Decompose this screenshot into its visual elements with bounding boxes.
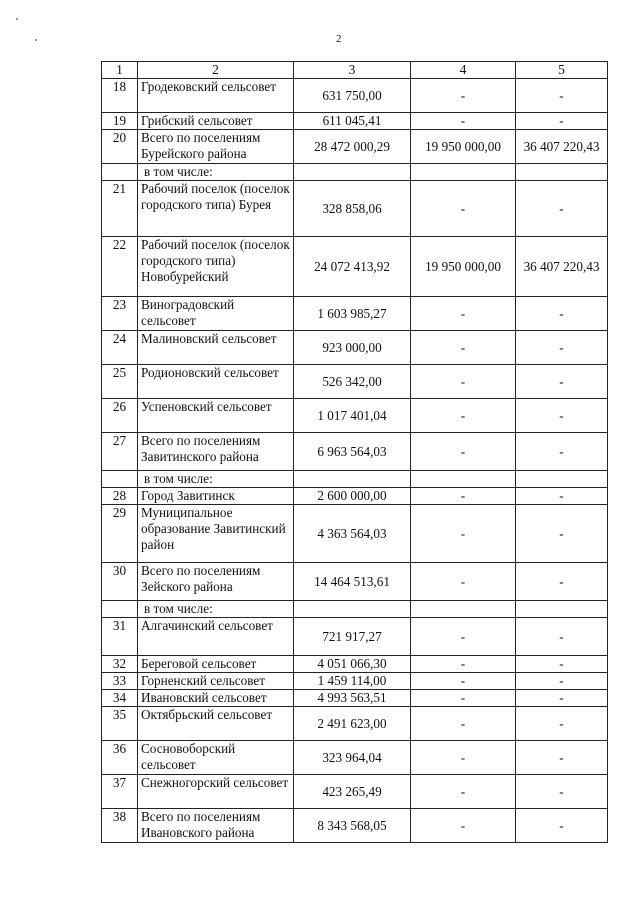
amount-col5 <box>516 601 608 618</box>
amount-col3: 24 072 413,92 <box>294 237 411 297</box>
amount-col5: - <box>516 563 608 601</box>
amount-col3: 1 603 985,27 <box>294 297 411 331</box>
amount-col5: - <box>516 488 608 505</box>
settlement-name: Всего по поселениям Ивановского района <box>138 809 294 843</box>
amount-col5: - <box>516 741 608 775</box>
amount-col5: - <box>516 297 608 331</box>
amount-col5: 36 407 220,43 <box>516 237 608 297</box>
amount-col3: 6 963 564,03 <box>294 433 411 471</box>
amount-col5: - <box>516 399 608 433</box>
settlement-name: Всего по поселениям Завитинского района <box>138 433 294 471</box>
amount-col4 <box>411 164 516 181</box>
settlement-name: Всего по поселениям Зейского района <box>138 563 294 601</box>
column-header: 1 <box>102 62 138 79</box>
column-header: 5 <box>516 62 608 79</box>
row-number: 22 <box>102 237 138 297</box>
budget-table <box>101 61 608 843</box>
settlement-name: Октябрьский сельсовет <box>138 707 294 741</box>
table-row <box>102 237 608 297</box>
table-row <box>102 433 608 471</box>
table-row <box>102 488 608 505</box>
amount-col3: 28 472 000,29 <box>294 130 411 164</box>
table-row <box>102 164 608 181</box>
amount-col3: 611 045,41 <box>294 113 411 130</box>
row-number: 27 <box>102 433 138 471</box>
settlement-name: Родионовский сельсовет <box>138 365 294 399</box>
amount-col5: - <box>516 181 608 237</box>
amount-col4: - <box>411 809 516 843</box>
table-row <box>102 471 608 488</box>
row-number: 38 <box>102 809 138 843</box>
row-number: 26 <box>102 399 138 433</box>
amount-col5: - <box>516 618 608 656</box>
amount-col4: - <box>411 563 516 601</box>
amount-col5 <box>516 471 608 488</box>
amount-col4: - <box>411 618 516 656</box>
amount-col4 <box>411 471 516 488</box>
amount-col3: 328 858,06 <box>294 181 411 237</box>
settlement-name: в том числе: <box>138 471 294 488</box>
amount-col4: 19 950 000,00 <box>411 130 516 164</box>
amount-col4: 19 950 000,00 <box>411 237 516 297</box>
table-row <box>102 181 608 237</box>
amount-col3: 2 600 000,00 <box>294 488 411 505</box>
amount-col3: 4 993 563,51 <box>294 690 411 707</box>
table-row <box>102 775 608 809</box>
settlement-name: Снежногорский сельсовет <box>138 775 294 809</box>
amount-col5 <box>516 164 608 181</box>
settlement-name: Виноградовский сельсовет <box>138 297 294 331</box>
row-number: 31 <box>102 618 138 656</box>
settlement-name: Сосновоборский сельсовет <box>138 741 294 775</box>
table-header-row <box>102 62 608 79</box>
row-number: 33 <box>102 673 138 690</box>
table-row <box>102 707 608 741</box>
amount-col4: - <box>411 505 516 563</box>
row-number: 18 <box>102 79 138 113</box>
table-row <box>102 365 608 399</box>
row-number: 19 <box>102 113 138 130</box>
amount-col5: - <box>516 79 608 113</box>
row-number: 32 <box>102 656 138 673</box>
amount-col4: - <box>411 113 516 130</box>
amount-col3: 323 964,04 <box>294 741 411 775</box>
row-number: 30 <box>102 563 138 601</box>
amount-col4: - <box>411 365 516 399</box>
table-row <box>102 673 608 690</box>
amount-col4: - <box>411 79 516 113</box>
amount-col3: 923 000,00 <box>294 331 411 365</box>
amount-col4: - <box>411 181 516 237</box>
settlement-name: Рабочий поселок (поселок городского типа) Бурея <box>138 181 294 237</box>
settlement-name: Грибский сельсовет <box>138 113 294 130</box>
amount-col4: - <box>411 775 516 809</box>
scan-speck <box>16 18 18 20</box>
row-number: 36 <box>102 741 138 775</box>
row-number: 28 <box>102 488 138 505</box>
row-number: 21 <box>102 181 138 237</box>
amount-col3: 1 459 114,00 <box>294 673 411 690</box>
amount-col3 <box>294 164 411 181</box>
amount-col4 <box>411 601 516 618</box>
settlement-name: Успеновский сельсовет <box>138 399 294 433</box>
table-row <box>102 741 608 775</box>
amount-col3: 2 491 623,00 <box>294 707 411 741</box>
amount-col5: - <box>516 505 608 563</box>
table-row <box>102 505 608 563</box>
amount-col3: 1 017 401,04 <box>294 399 411 433</box>
amount-col5: - <box>516 690 608 707</box>
table-row <box>102 809 608 843</box>
amount-col4: - <box>411 690 516 707</box>
amount-col5: - <box>516 707 608 741</box>
amount-col4: - <box>411 331 516 365</box>
amount-col5: - <box>516 673 608 690</box>
table-row <box>102 563 608 601</box>
settlement-name: Гродековский сельсовет <box>138 79 294 113</box>
settlement-name: в том числе: <box>138 164 294 181</box>
row-number <box>102 164 138 181</box>
amount-col5: - <box>516 775 608 809</box>
amount-col3: 4 051 066,30 <box>294 656 411 673</box>
settlement-name: Всего по поселениям Бурейского района <box>138 130 294 164</box>
table-row <box>102 690 608 707</box>
settlement-name: Ивановский сельсовет <box>138 690 294 707</box>
table-row <box>102 331 608 365</box>
table-row <box>102 656 608 673</box>
amount-col3: 423 265,49 <box>294 775 411 809</box>
column-header: 2 <box>138 62 294 79</box>
amount-col3 <box>294 471 411 488</box>
table-row <box>102 601 608 618</box>
column-header: 3 <box>294 62 411 79</box>
row-number: 24 <box>102 331 138 365</box>
row-number: 35 <box>102 707 138 741</box>
column-header: 4 <box>411 62 516 79</box>
settlement-name: Алгачинский сельсовет <box>138 618 294 656</box>
row-number <box>102 471 138 488</box>
settlement-name: в том числе: <box>138 601 294 618</box>
amount-col4: - <box>411 673 516 690</box>
scan-speck <box>35 39 37 41</box>
table-row <box>102 618 608 656</box>
amount-col5: - <box>516 433 608 471</box>
row-number: 25 <box>102 365 138 399</box>
amount-col3: 8 343 568,05 <box>294 809 411 843</box>
amount-col4: - <box>411 707 516 741</box>
row-number: 37 <box>102 775 138 809</box>
amount-col3: 4 363 564,03 <box>294 505 411 563</box>
row-number: 20 <box>102 130 138 164</box>
table-row <box>102 297 608 331</box>
table-row <box>102 79 608 113</box>
settlement-name: Береговой сельсовет <box>138 656 294 673</box>
settlement-name: Город Завитинск <box>138 488 294 505</box>
amount-col4: - <box>411 399 516 433</box>
settlement-name: Муниципальное образование Завитинский район <box>138 505 294 563</box>
row-number: 29 <box>102 505 138 563</box>
amount-col4: - <box>411 741 516 775</box>
amount-col5: - <box>516 656 608 673</box>
table-row <box>102 130 608 164</box>
amount-col5: - <box>516 113 608 130</box>
settlement-name: Горненский сельсовет <box>138 673 294 690</box>
amount-col4: - <box>411 433 516 471</box>
table-row <box>102 399 608 433</box>
amount-col5: - <box>516 365 608 399</box>
amount-col4: - <box>411 297 516 331</box>
page-number: 2 <box>336 33 342 45</box>
row-number: 23 <box>102 297 138 331</box>
amount-col3: 631 750,00 <box>294 79 411 113</box>
amount-col4: - <box>411 488 516 505</box>
amount-col5: 36 407 220,43 <box>516 130 608 164</box>
settlement-name: Рабочий поселок (поселок городского типа) Новобурейский <box>138 237 294 297</box>
table-row <box>102 113 608 130</box>
amount-col5: - <box>516 331 608 365</box>
row-number <box>102 601 138 618</box>
settlement-name: Малиновский сельсовет <box>138 331 294 365</box>
amount-col3: 721 917,27 <box>294 618 411 656</box>
amount-col5: - <box>516 809 608 843</box>
amount-col3: 14 464 513,61 <box>294 563 411 601</box>
table-body <box>102 79 608 843</box>
amount-col3: 526 342,00 <box>294 365 411 399</box>
amount-col3 <box>294 601 411 618</box>
amount-col4: - <box>411 656 516 673</box>
row-number: 34 <box>102 690 138 707</box>
